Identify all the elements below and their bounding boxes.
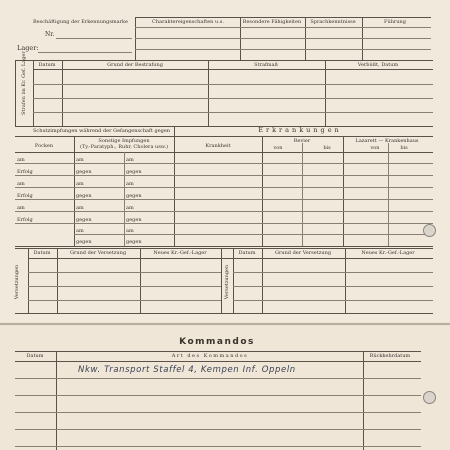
sonstige-header: Sonstige Impfungen [98, 138, 150, 144]
sheet-divider [0, 323, 450, 325]
vers-header-rule [28, 258, 433, 259]
impf-bottom-rule [15, 246, 433, 247]
kommandos-title: Kommandos [179, 337, 255, 347]
komm-row-3 [15, 412, 421, 413]
erkrankungen-title: Erkrankungen [258, 126, 342, 134]
strafen-col-1 [33, 60, 34, 126]
pocken-am-2: am [17, 181, 25, 187]
revier-sub-col [302, 143, 303, 246]
beschaeftigung-label: Beschäftigung der Erkennungsmarke [33, 19, 129, 25]
komm-row-1 [15, 378, 421, 379]
vers-row-5 [233, 286, 433, 287]
top-row-line-3 [135, 49, 431, 50]
vers-row-6 [233, 300, 433, 301]
lazarett-von: von [370, 145, 380, 151]
vers-r-2 [262, 248, 263, 313]
sonst-am-1: am [76, 157, 84, 163]
fuehrung-header: Führung [384, 19, 406, 25]
vers-neues-right: Neues Kr.-Gef.-Lager [361, 250, 415, 256]
punch-hole-1 [423, 224, 436, 237]
pocken-erfolg-2: Erfolg [17, 193, 33, 199]
strafen-strafmass-header: Strafmaß [254, 62, 278, 68]
vers-datum-left: Datum [33, 250, 51, 256]
komm-rueckkehr-header: Rückkehrdatum [369, 353, 411, 359]
strafen-datum-header: Datum [38, 62, 56, 68]
strafen-verbuesst-header: Verbüßt, Datum [357, 62, 399, 68]
strafen-row-3 [33, 112, 433, 113]
revier-von: von [273, 145, 283, 151]
vers-l-3 [140, 248, 141, 313]
strafen-row-2 [33, 98, 433, 99]
vers-side-label-right: Versetzungen [224, 264, 230, 300]
punch-hole-2 [423, 391, 436, 404]
sonst-gegen-1b: gegen [126, 169, 142, 175]
komm-row-4 [15, 429, 421, 430]
vers-side-label-left: Versetzungen [14, 264, 20, 300]
nr-line [56, 38, 132, 39]
vers-grund-right: Grund der Versetzung [274, 250, 332, 256]
komm-row-2 [15, 395, 421, 396]
pocken-am-3: am [17, 205, 25, 211]
vers-mid-1 [221, 248, 222, 313]
impf-title: Schutzimpfungen während der Gefangenschaft gegen [33, 128, 171, 134]
vers-bottom-rule [15, 313, 433, 314]
sonst-am-1b: am [126, 157, 134, 163]
impf-row-4 [15, 199, 433, 200]
impf-row-7 [74, 234, 433, 235]
lazarett-sub-col [388, 143, 389, 246]
impf-col-2 [174, 126, 175, 246]
pocken-erfolg-3: Erfolg [17, 217, 33, 223]
lager-line [38, 52, 132, 53]
vers-l-1 [28, 248, 29, 313]
strafen-left [15, 60, 16, 126]
impf-rule-1 [15, 136, 433, 137]
krankheit-header: Krankheit [205, 143, 231, 149]
revier-bis: bis [323, 145, 331, 151]
vers-r-3 [345, 248, 346, 313]
sonst-gegen-2b: gegen [126, 193, 142, 199]
komm-art-header: Art des Kommandos [171, 353, 249, 359]
strafen-row-1 [33, 84, 433, 85]
vers-r-1 [233, 248, 234, 313]
komm-datum-header: Datum [26, 353, 44, 359]
top-row-line-2 [135, 38, 431, 39]
lazarett-bis: bis [400, 145, 408, 151]
pocken-erfolg-1: Erfolg [17, 169, 33, 175]
komm-row-5 [15, 446, 421, 447]
impf-row-3 [15, 187, 433, 188]
nr-label: Nr. [45, 31, 55, 38]
pocken-header: Pocken [34, 143, 54, 149]
sonst-gegen-2: gegen [76, 193, 92, 199]
vers-top-rule [15, 248, 433, 249]
revier-header: Revier [293, 138, 311, 144]
sonst-gegen-3: gegen [76, 217, 92, 223]
komm-top-rule [15, 351, 421, 352]
sonst-gegen-1: gegen [76, 169, 92, 175]
strafen-side-label: Strafen im Kr. Gef. Lager [21, 51, 27, 115]
faehigkeiten-header: Besondere Fähigkeiten [242, 19, 302, 25]
vers-row-1 [28, 272, 221, 273]
sonst-am-4: am [76, 228, 84, 234]
vers-row-2 [28, 286, 221, 287]
vers-row-4 [233, 272, 433, 273]
sprachen-header: Sprachkenntnisse [310, 19, 356, 25]
sonst-gegen-4b: gegen [126, 239, 142, 245]
strafen-grund-header: Grund der Bestrafung [107, 62, 163, 68]
strafen-col-4 [325, 60, 326, 126]
sonst-gegen-4: gegen [76, 239, 92, 245]
komm-header-rule [15, 361, 421, 362]
komm-col-1 [56, 351, 57, 450]
vers-l-2 [57, 248, 58, 313]
strafen-bottom-rule [15, 126, 433, 127]
sonst-am-2: am [76, 181, 84, 187]
strafen-top-rule [15, 60, 433, 61]
vers-grund-left: Grund der Versetzung [69, 250, 127, 256]
charakter-header: Charaktereigenschaften u.s. [152, 19, 224, 25]
lazarett-header: Lazarett — Krankenhaus [355, 138, 419, 144]
vers-neues-left: Neues Kr.-Gef.-Lager [153, 250, 207, 256]
impf-row-5 [15, 211, 433, 212]
lager-label: Lager: [17, 44, 39, 52]
impf-rule-2 [15, 152, 433, 153]
vers-row-3 [28, 300, 221, 301]
pocken-am-1: am [17, 157, 25, 163]
strafen-header-rule [33, 69, 433, 70]
impf-row-6 [15, 223, 433, 224]
komm-col-2 [363, 351, 364, 450]
strafen-col-3 [208, 60, 209, 126]
sonst-am-2b: am [126, 181, 134, 187]
strafen-col-2 [62, 60, 63, 126]
sonst-am-3b: am [126, 205, 134, 211]
impf-row-1 [15, 163, 433, 164]
sonst-am-3: am [76, 205, 84, 211]
sonstige-sub-header: (Ty.-Paratyph., Ruhr, Cholera usw.) [79, 144, 169, 150]
sonst-am-4b: am [126, 228, 134, 234]
vers-datum-right: Datum [238, 250, 256, 256]
top-rule [135, 17, 431, 18]
kommando-handwritten-entry: Nkw. Transport Staffel 4, Kempen Inf. Oppeln [78, 365, 296, 375]
sonst-gegen-3b: gegen [126, 217, 142, 223]
top-row-line-1 [135, 27, 431, 28]
impf-row-2 [15, 175, 433, 176]
